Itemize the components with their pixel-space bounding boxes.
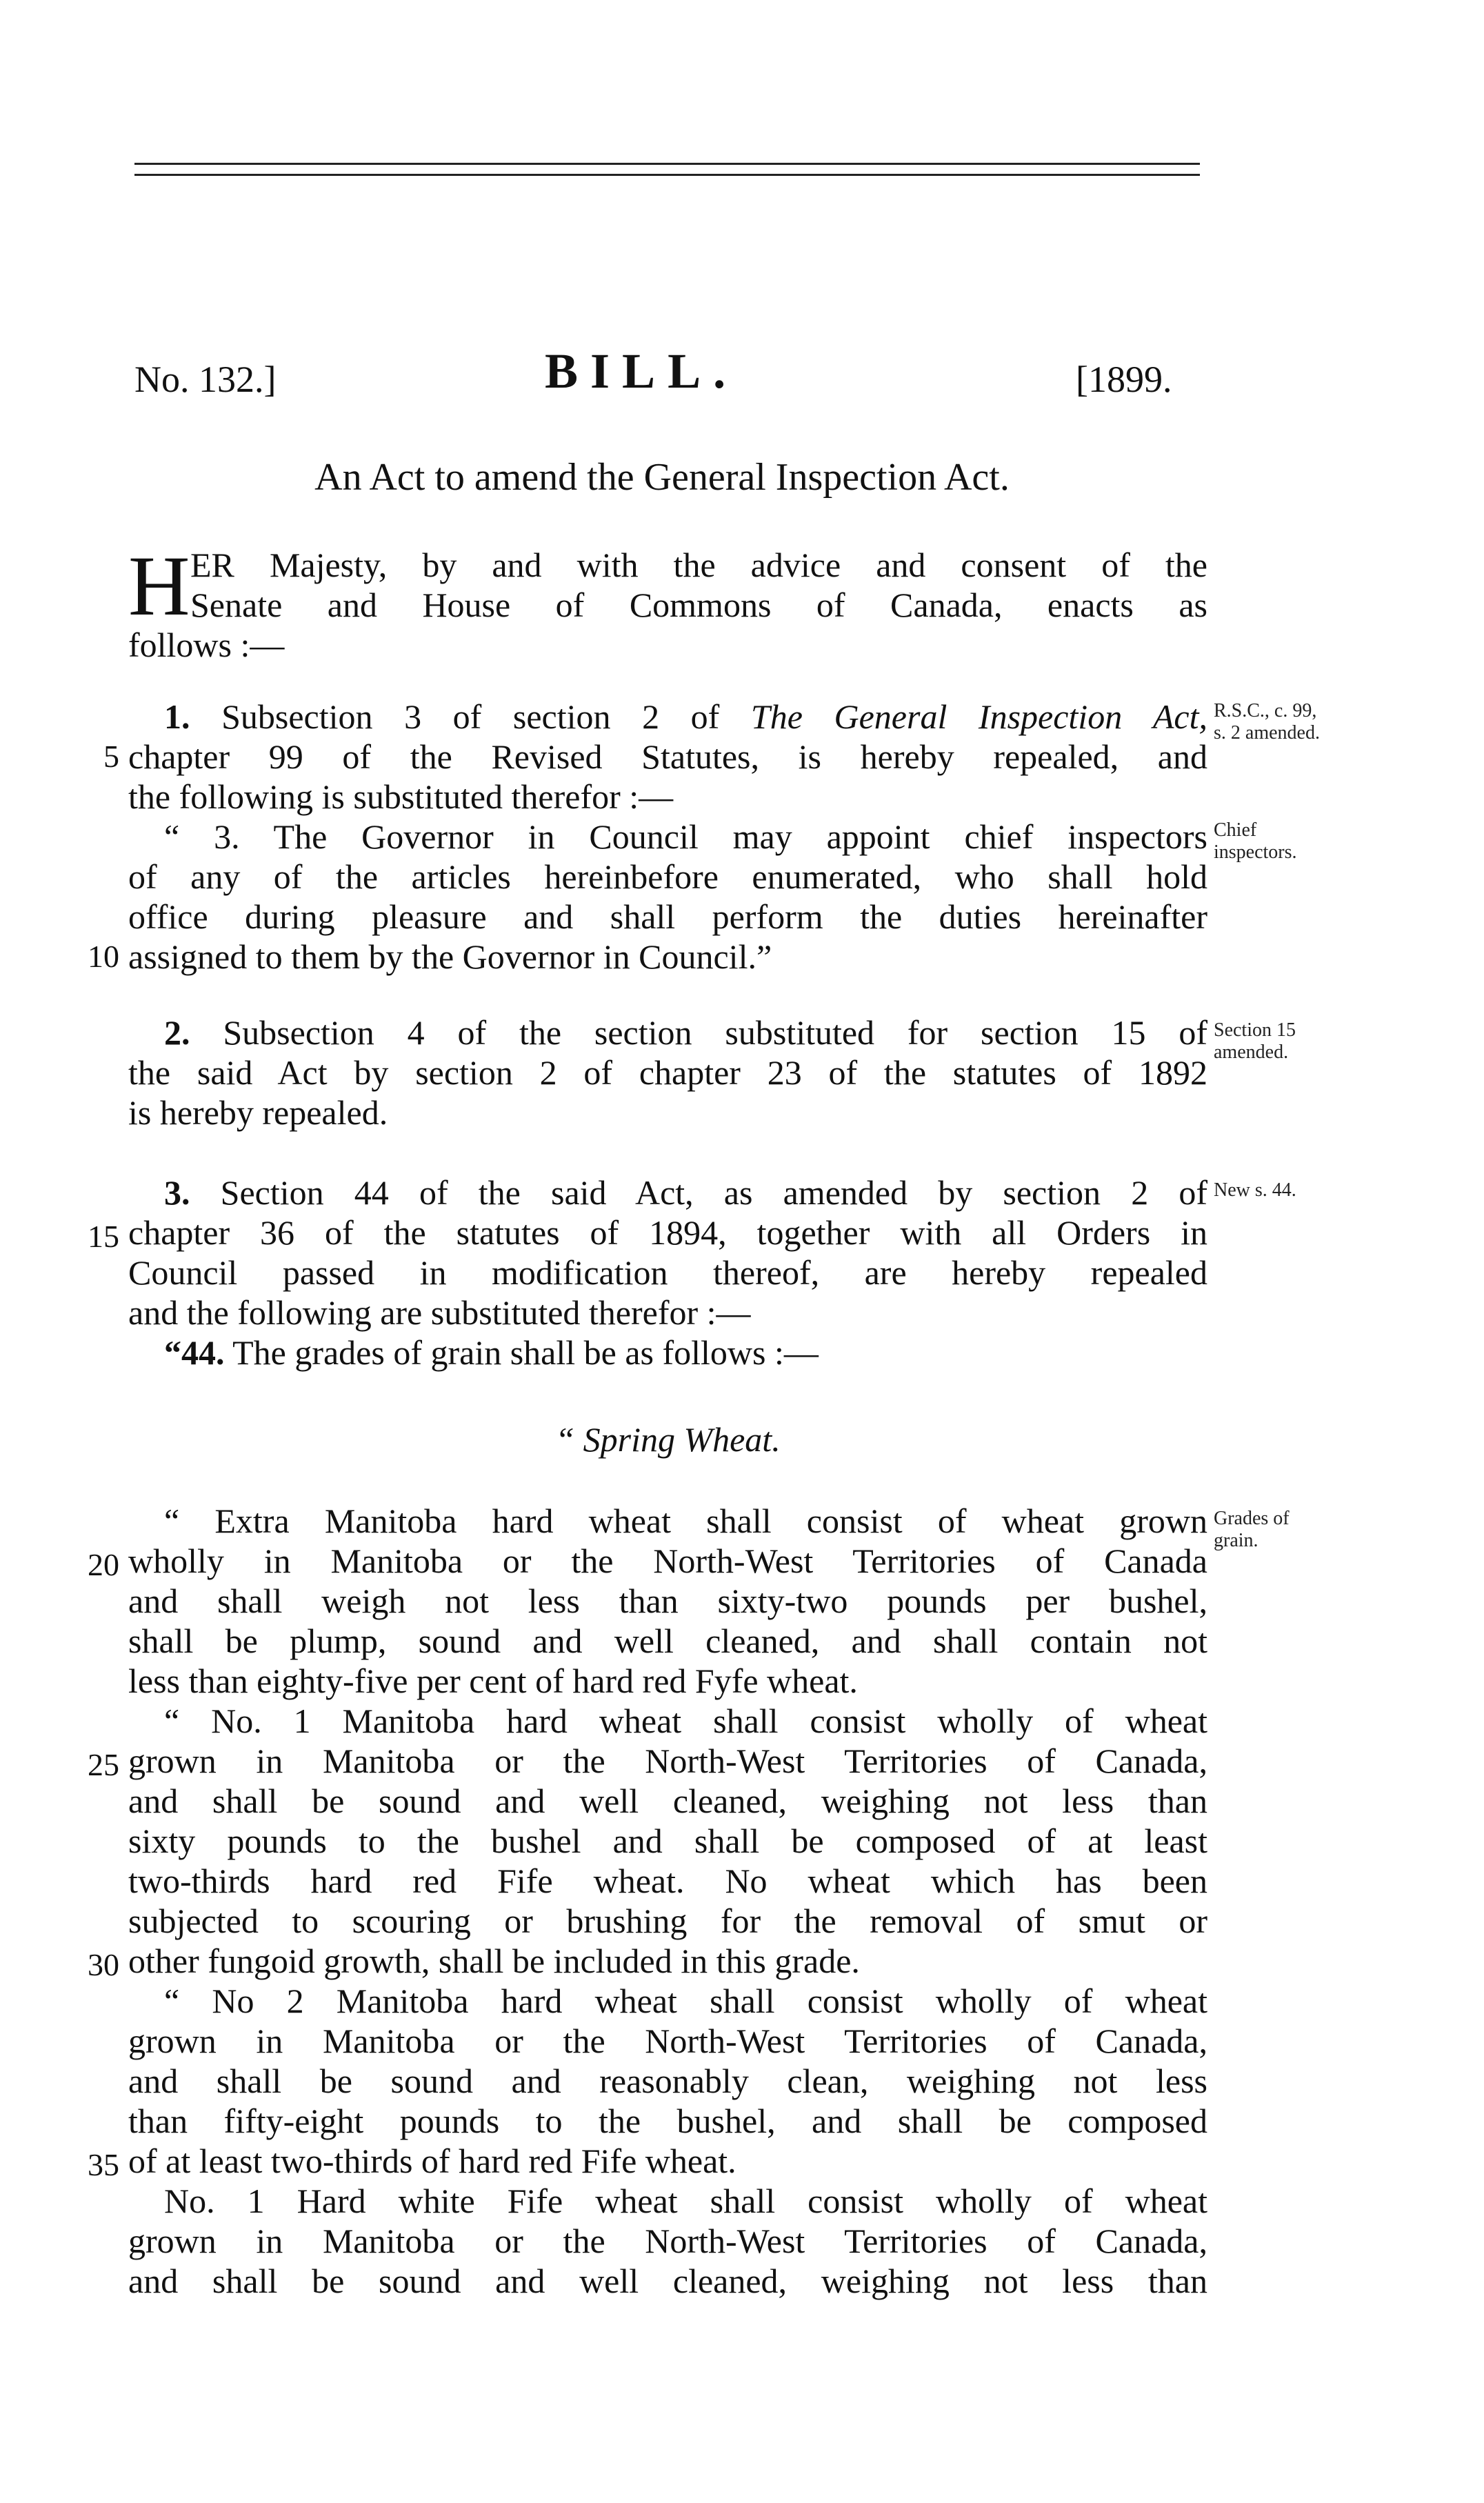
margin-note: New s. 44. xyxy=(1214,1179,1296,1201)
grain-line: and shall weigh not less than sixty-two pounds per bushel, xyxy=(128,1582,1207,1620)
grain-line: No. 1 Hard white Fife wheat shall consist wholly of wheat xyxy=(164,2182,1207,2220)
margin-note: Chief xyxy=(1214,819,1257,841)
section-1-number: 1. xyxy=(164,697,190,736)
new-section-number: “44. xyxy=(164,1333,225,1372)
subheading: “ Spring Wheat. xyxy=(555,1420,781,1459)
act-title: An Act to amend the General Inspection Act. xyxy=(314,456,1010,499)
grain-line: shall be plump, sound and well cleaned, and shall contain not xyxy=(128,1622,1207,1660)
margin-note: R.S.C., c. 99, xyxy=(1214,700,1317,721)
grain-line: less than eighty-five per cent of hard red Fyfe wheat. xyxy=(128,1662,858,1700)
grain-line: grown in Manitoba or the North-West Territories of Canada, xyxy=(128,2222,1207,2260)
margin-note: amended. xyxy=(1214,1041,1289,1063)
grain-line: sixty pounds to the bushel and shall be composed of at least xyxy=(128,1822,1207,1860)
grain-line: of at least two-thirds of hard red Fife wheat. xyxy=(128,2142,736,2180)
section-1-line xyxy=(164,697,1207,737)
drop-capital: H xyxy=(128,539,190,633)
section-1-line: of any of the articles hereinbefore enumerated, who shall hold xyxy=(128,857,1207,896)
bill-number: No. 132.] xyxy=(134,359,277,400)
section-1-text: Subsection 3 of section 2 of xyxy=(221,697,720,736)
section-3-line: chapter 36 of the statutes of 1894, together with all Orders in xyxy=(128,1213,1207,1252)
act-name: The General Inspection Act, xyxy=(750,697,1207,736)
line-number: 25 xyxy=(88,1747,119,1782)
margin-note: s. 2 amended. xyxy=(1214,722,1320,744)
grain-line: subjected to scouring or brushing for the removal of smut or xyxy=(128,1902,1207,1940)
grain-line: “ Extra Manitoba hard wheat shall consist of wheat grown xyxy=(164,1502,1207,1540)
section-3-line xyxy=(164,1173,1207,1213)
section-2-number: 2. xyxy=(164,1013,190,1052)
section-1-line: the following is substituted therefor :— xyxy=(128,777,674,816)
line-number: 10 xyxy=(88,939,119,974)
bill-year: [1899. xyxy=(1076,359,1172,400)
preamble-line: ER Majesty, by and with the advice and consent of the xyxy=(190,546,1207,584)
section-3-line: and the following are substituted therefor :— xyxy=(128,1293,751,1332)
line-number: 30 xyxy=(88,1947,119,1982)
grain-line: other fungoid growth, shall be included in this grade. xyxy=(128,1942,860,1980)
section-3-text: The grades of grain shall be as follows :— xyxy=(232,1333,819,1372)
grain-line: grown in Manitoba or the North-West Territories of Canada, xyxy=(128,2022,1207,2060)
section-3-line xyxy=(164,1333,1207,1373)
section-1-line: “ 3. The Governor in Council may appoint chief inspectors xyxy=(164,817,1207,856)
margin-note: grain. xyxy=(1214,1530,1259,1551)
grain-line: two-thirds hard red Fife wheat. No wheat which has been xyxy=(128,1862,1207,1900)
section-3-text: Section 44 of the said Act, as amended by section 2 of xyxy=(220,1173,1208,1212)
grain-line: and shall be sound and well cleaned, weighing not less than xyxy=(128,2262,1207,2300)
section-1-line: chapter 99 of the Revised Statutes, is hereby repealed, and xyxy=(128,737,1207,776)
margin-note: Section 15 xyxy=(1214,1019,1296,1041)
grain-line: “ No. 1 Manitoba hard wheat shall consist wholly of wheat xyxy=(164,1702,1207,1740)
preamble-line: follows :— xyxy=(128,626,285,664)
section-3-line: Council passed in modification thereof, are hereby repealed xyxy=(128,1253,1207,1292)
section-2-line: is hereby repealed. xyxy=(128,1093,388,1132)
line-number: 35 xyxy=(88,2147,119,2182)
top-rule-1 xyxy=(134,163,1200,165)
bill-heading: BILL. xyxy=(545,343,739,399)
grain-line: than fifty-eight pounds to the bushel, and shall be composed xyxy=(128,2102,1207,2140)
top-rule-2 xyxy=(134,174,1200,176)
line-number: 15 xyxy=(88,1219,119,1254)
section-1-line: assigned to them by the Governor in Council.” xyxy=(128,937,772,976)
margin-note: Grades of xyxy=(1214,1508,1290,1529)
line-number: 20 xyxy=(88,1547,119,1582)
grain-line: grown in Manitoba or the North-West Territories of Canada, xyxy=(128,1742,1207,1780)
margin-note: inspectors. xyxy=(1214,841,1297,863)
section-2-text: Subsection 4 of the section substituted for section 15 of xyxy=(223,1013,1208,1052)
grain-line: “ No 2 Manitoba hard wheat shall consist wholly of wheat xyxy=(164,1982,1207,2020)
section-2-line: the said Act by section 2 of chapter 23 of the statutes of 1892 xyxy=(128,1053,1207,1092)
grain-line: and shall be sound and well cleaned, weighing not less than xyxy=(128,1782,1207,1820)
section-1-line: office during pleasure and shall perform the duties hereinafter xyxy=(128,897,1207,936)
section-2-line xyxy=(164,1013,1207,1053)
grain-line: and shall be sound and reasonably clean, weighing not less xyxy=(128,2062,1207,2100)
grain-line: wholly in Manitoba or the North-West Territories of Canada xyxy=(128,1542,1207,1580)
preamble-line: Senate and House of Commons of Canada, enacts as xyxy=(190,586,1207,624)
section-3-number: 3. xyxy=(164,1173,190,1212)
line-number: 5 xyxy=(103,739,119,774)
